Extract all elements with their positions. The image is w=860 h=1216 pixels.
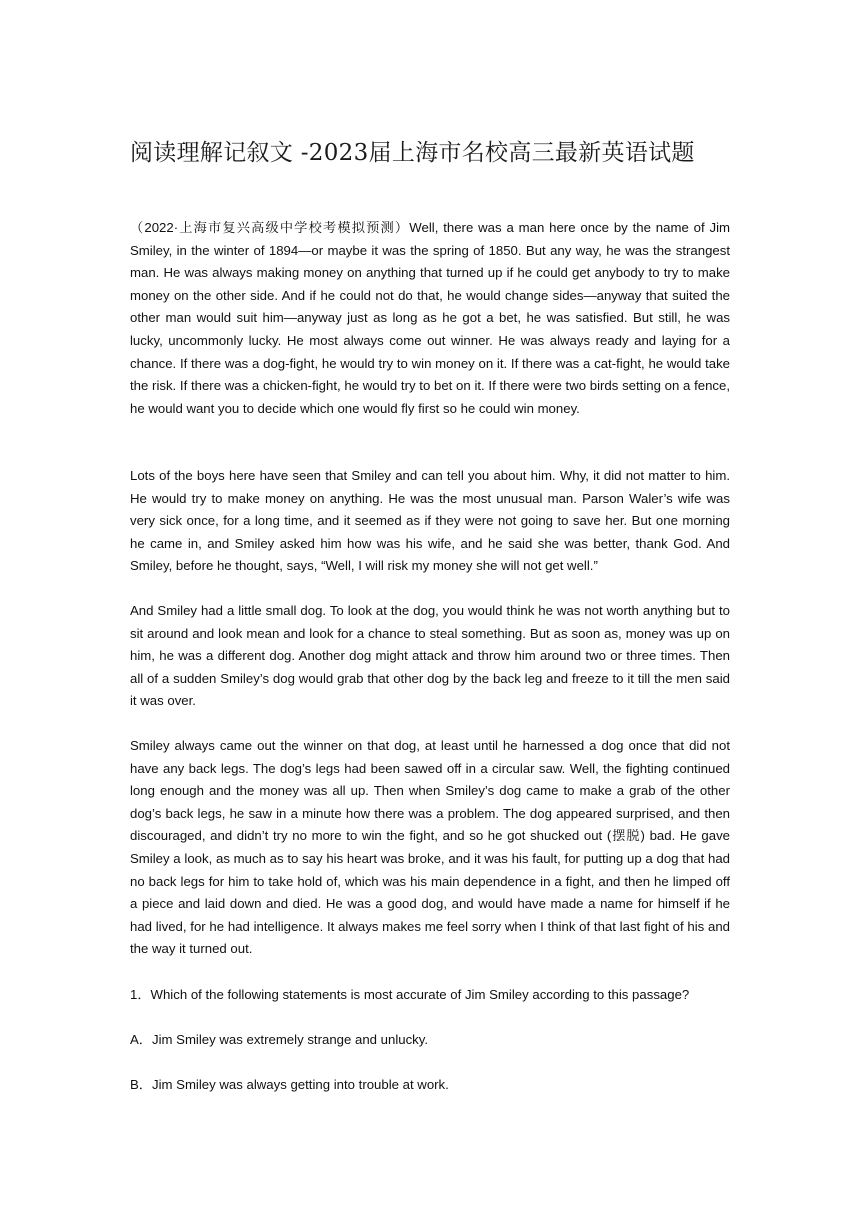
passage-paragraph-1: （2022·上海市复兴高级中学校考模拟预测）Well, there was a man here once by the name of Jim Smiley, in the winter of 1894—or maybe it was the spring of 1850. But any way, he was the strangest man. He was always making money on anything that turned up if he could get anybody to try to make money on the other side. And if he could not do that, he would change sides—anyway that suited the other man would suit him—anyway just as long as he got a bet, he was satisfied. But still, he was lucky, uncommonly lucky. He most always come out winner. He was always ready and laying for a chance. If there was a dog-fight, he would try to win money on it. If there was a cat-fight, he would take the risk. If there was a chicken-fight, he would try to bet on it. If there were two birds setting on a fence, he would want you to decide which one would fly first so he could win money. xyxy=(130,220,730,416)
option-b: B．Jim Smiley was always getting into trouble at work. xyxy=(130,1077,449,1092)
passage-paragraph-3: And Smiley had a little small dog. To look at the dog, you would think he was not worth anything but to sit around and look mean and look for a chance to steal something. But as soon as, money was up on him, he was a different dog. Another dog might attack and throw him around two or three times. Then all of a sudden Smiley’s dog would grab that other dog by the back leg and freeze to it till the men said it was over. xyxy=(130,603,730,709)
page-title: 阅读理解记叙文 -2023届上海市名校高三最新英语试题 xyxy=(130,140,695,166)
option-a: A．Jim Smiley was extremely strange and unlucky. xyxy=(130,1032,429,1047)
passage-paragraph-4: Smiley always came out the winner on that dog, at least until he harnessed a dog once that did not have any back legs. The dog’s legs had been sawed off in a circular saw. Well, the fighting continued long enough and the money was all up. Then when Smiley’s dog came to make a grab of the other dog’s back legs, he saw in a minute how there was a problem. The dog appeared surprised, and then discouraged, and didn’t try no more to win the fight, and so he got shucked out (摆脱) bad. He gave Smiley a look, as much as to say his heart was broke, and it was his fault, for putting up a dog that had no back legs for him to take hold of, which was his main dependence in a fight, and then he limped off a piece and laid down and died. He was a good dog, and would have made a name for himself if he had lived, for he had intelligence. It always makes me feel sorry when I think of that last fight of his and the way it turned out. xyxy=(130,738,730,957)
passage-paragraph-2: Lots of the boys here have seen that Smiley and can tell you about him. Why, it did not matter to him. He would try to make money on anything. He was the most unusual man. Parson Waler’s wife was very sick once, for a long time, and it seemed as if they were not going to save her. But one morning he came in, and Smiley asked him how was his wife, and he said she was better, thank God. And Smiley, before he thought, says, “Well, I will risk my money she will not get well.” xyxy=(130,468,730,574)
question-1: 1．Which of the following statements is most accurate of Jim Smiley according to this passage? xyxy=(130,987,690,1002)
